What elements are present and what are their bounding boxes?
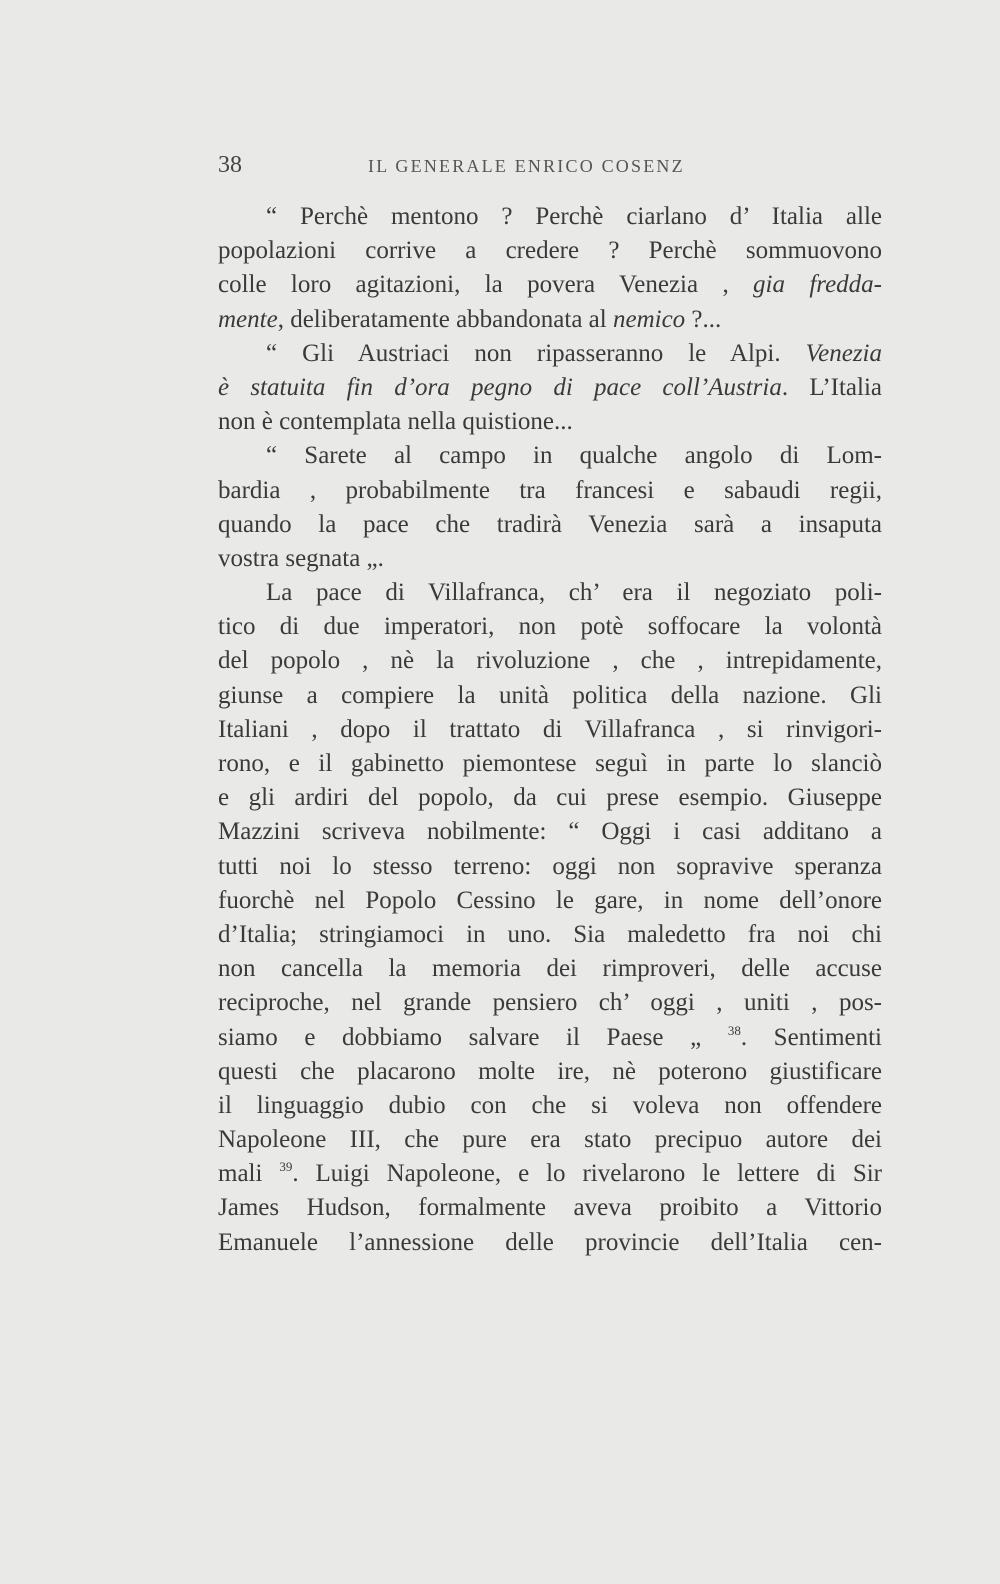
line-text: , deliberatamente abbandonata al — [277, 305, 613, 333]
running-title: IL GENERALE ENRICO COSENZ — [368, 156, 685, 176]
line-text: James Hudson, formalmente aveva proibito a Vittorio — [218, 1194, 882, 1222]
text-line — [218, 850, 882, 884]
text-line — [218, 1191, 882, 1225]
text-line — [218, 371, 882, 405]
line-text: e gli ardiri del popolo, da cui prese esempio. Giuseppe — [218, 784, 882, 812]
line-text: reciproche, nel grande pensiero ch’ oggi , uniti , pos- — [218, 989, 882, 1017]
text-line — [218, 679, 882, 713]
line-text: . Luigi Napoleone, e lo rivelarono le lettere di Sir — [292, 1160, 882, 1188]
text-line — [218, 439, 882, 473]
text-line — [218, 713, 882, 747]
italic-text: è statuita fin d’ora pegno di pace coll’Austria — [218, 373, 782, 401]
line-text: Mazzini scriveva nobilmente: “ Oggi i casi additano a — [218, 818, 882, 846]
line-text: vostra segnata „. — [218, 544, 384, 572]
text-line — [218, 610, 882, 644]
text-line — [218, 644, 882, 678]
line-text: tutti noi lo stesso terreno: oggi non sopravive speranza — [218, 852, 882, 880]
line-text: ?... — [685, 305, 722, 333]
text-line — [218, 918, 882, 952]
text-line — [218, 576, 882, 610]
line-text: Emanuele l’annessione delle provincie dell’Italia cen- — [218, 1228, 882, 1256]
line-text: quando la pace che tradirà Venezia sarà a insaputa — [218, 510, 882, 538]
running-header — [218, 152, 880, 186]
text-line — [218, 747, 882, 781]
footnote-ref: 39 — [279, 1159, 293, 1175]
text-line — [218, 303, 882, 337]
italic-text: gia fredda- — [753, 271, 882, 299]
line-text: tico di due imperatori, non potè soffocare la volontà — [218, 613, 882, 641]
text-line — [218, 268, 882, 302]
text-line — [218, 1157, 882, 1191]
line-text: rono, e il gabinetto piemontese seguì in parte lo slanciò — [218, 750, 882, 777]
text-line — [218, 1055, 882, 1089]
line-text: popolazioni corrive a credere ? Perchè sommuovono — [218, 237, 882, 265]
text-line — [218, 884, 882, 918]
text-line — [218, 1089, 882, 1123]
italic-text: mente — [218, 305, 278, 333]
footnote-ref: 38 — [727, 1022, 741, 1038]
line-text: La pace di Villafranca, ch’ era il negoziato poli- — [266, 579, 882, 607]
body-text — [218, 200, 882, 1260]
line-text: giunse a compiere la unità politica della nazione. Gli — [218, 681, 882, 709]
text-line — [218, 337, 882, 371]
line-text: il linguaggio dubio con che si voleva non offendere — [218, 1091, 882, 1119]
line-text: “ Gli Austriaci non ripasseranno le Alpi. — [266, 339, 806, 367]
line-text: fuorchè nel Popolo Cessino le gare, in nome dell’onore — [218, 886, 882, 914]
line-text: siamo e dobbiamo salvare il Paese „ — [218, 1023, 728, 1051]
line-text: non cancella la memoria dei rimproveri, delle accuse — [218, 955, 882, 983]
line-text: Italiani , dopo il trattato di Villafranca , si rinvigori- — [218, 715, 882, 743]
text-line — [218, 234, 882, 268]
line-text: bardia , probabilmente tra francesi e sabaudi regii, — [218, 476, 882, 504]
text-line — [218, 1226, 882, 1260]
text-line — [218, 200, 882, 234]
line-text: questi che placarono molte ire, nè poterono giustificare — [218, 1057, 882, 1085]
line-text: colle loro agitazioni, la povera Venezia , — [218, 271, 754, 299]
line-text: “ Perchè mentono ? Perchè ciarlano d’ Italia alle — [266, 203, 882, 230]
text-line — [218, 781, 882, 815]
line-text: del popolo , nè la rivoluzione , che , intrepidamente, — [218, 647, 882, 675]
line-text: Napoleone III, che pure era stato precipuo autore dei — [218, 1126, 882, 1154]
line-text: . L’Italia — [781, 373, 882, 401]
text-line — [218, 508, 882, 542]
text-line — [218, 952, 882, 986]
text-line — [218, 815, 882, 849]
text-line — [218, 1021, 882, 1055]
italic-text: nemico — [612, 305, 686, 333]
page-number: 38 — [218, 152, 242, 178]
text-line — [218, 474, 882, 508]
line-text: d’Italia; stringiamoci in uno. Sia maledetto fra noi chi — [218, 920, 882, 948]
italic-text: Venezia — [805, 339, 882, 367]
text-line — [218, 405, 882, 439]
line-text: mali — [218, 1160, 280, 1188]
line-text: . Sentimenti — [740, 1023, 882, 1051]
text-line — [218, 542, 882, 576]
line-text: non è contemplata nella quistione... — [218, 408, 573, 436]
line-text: “ Sarete al campo in qualche angolo di Lom- — [266, 442, 882, 470]
text-line — [218, 1123, 882, 1157]
text-line — [218, 986, 882, 1020]
